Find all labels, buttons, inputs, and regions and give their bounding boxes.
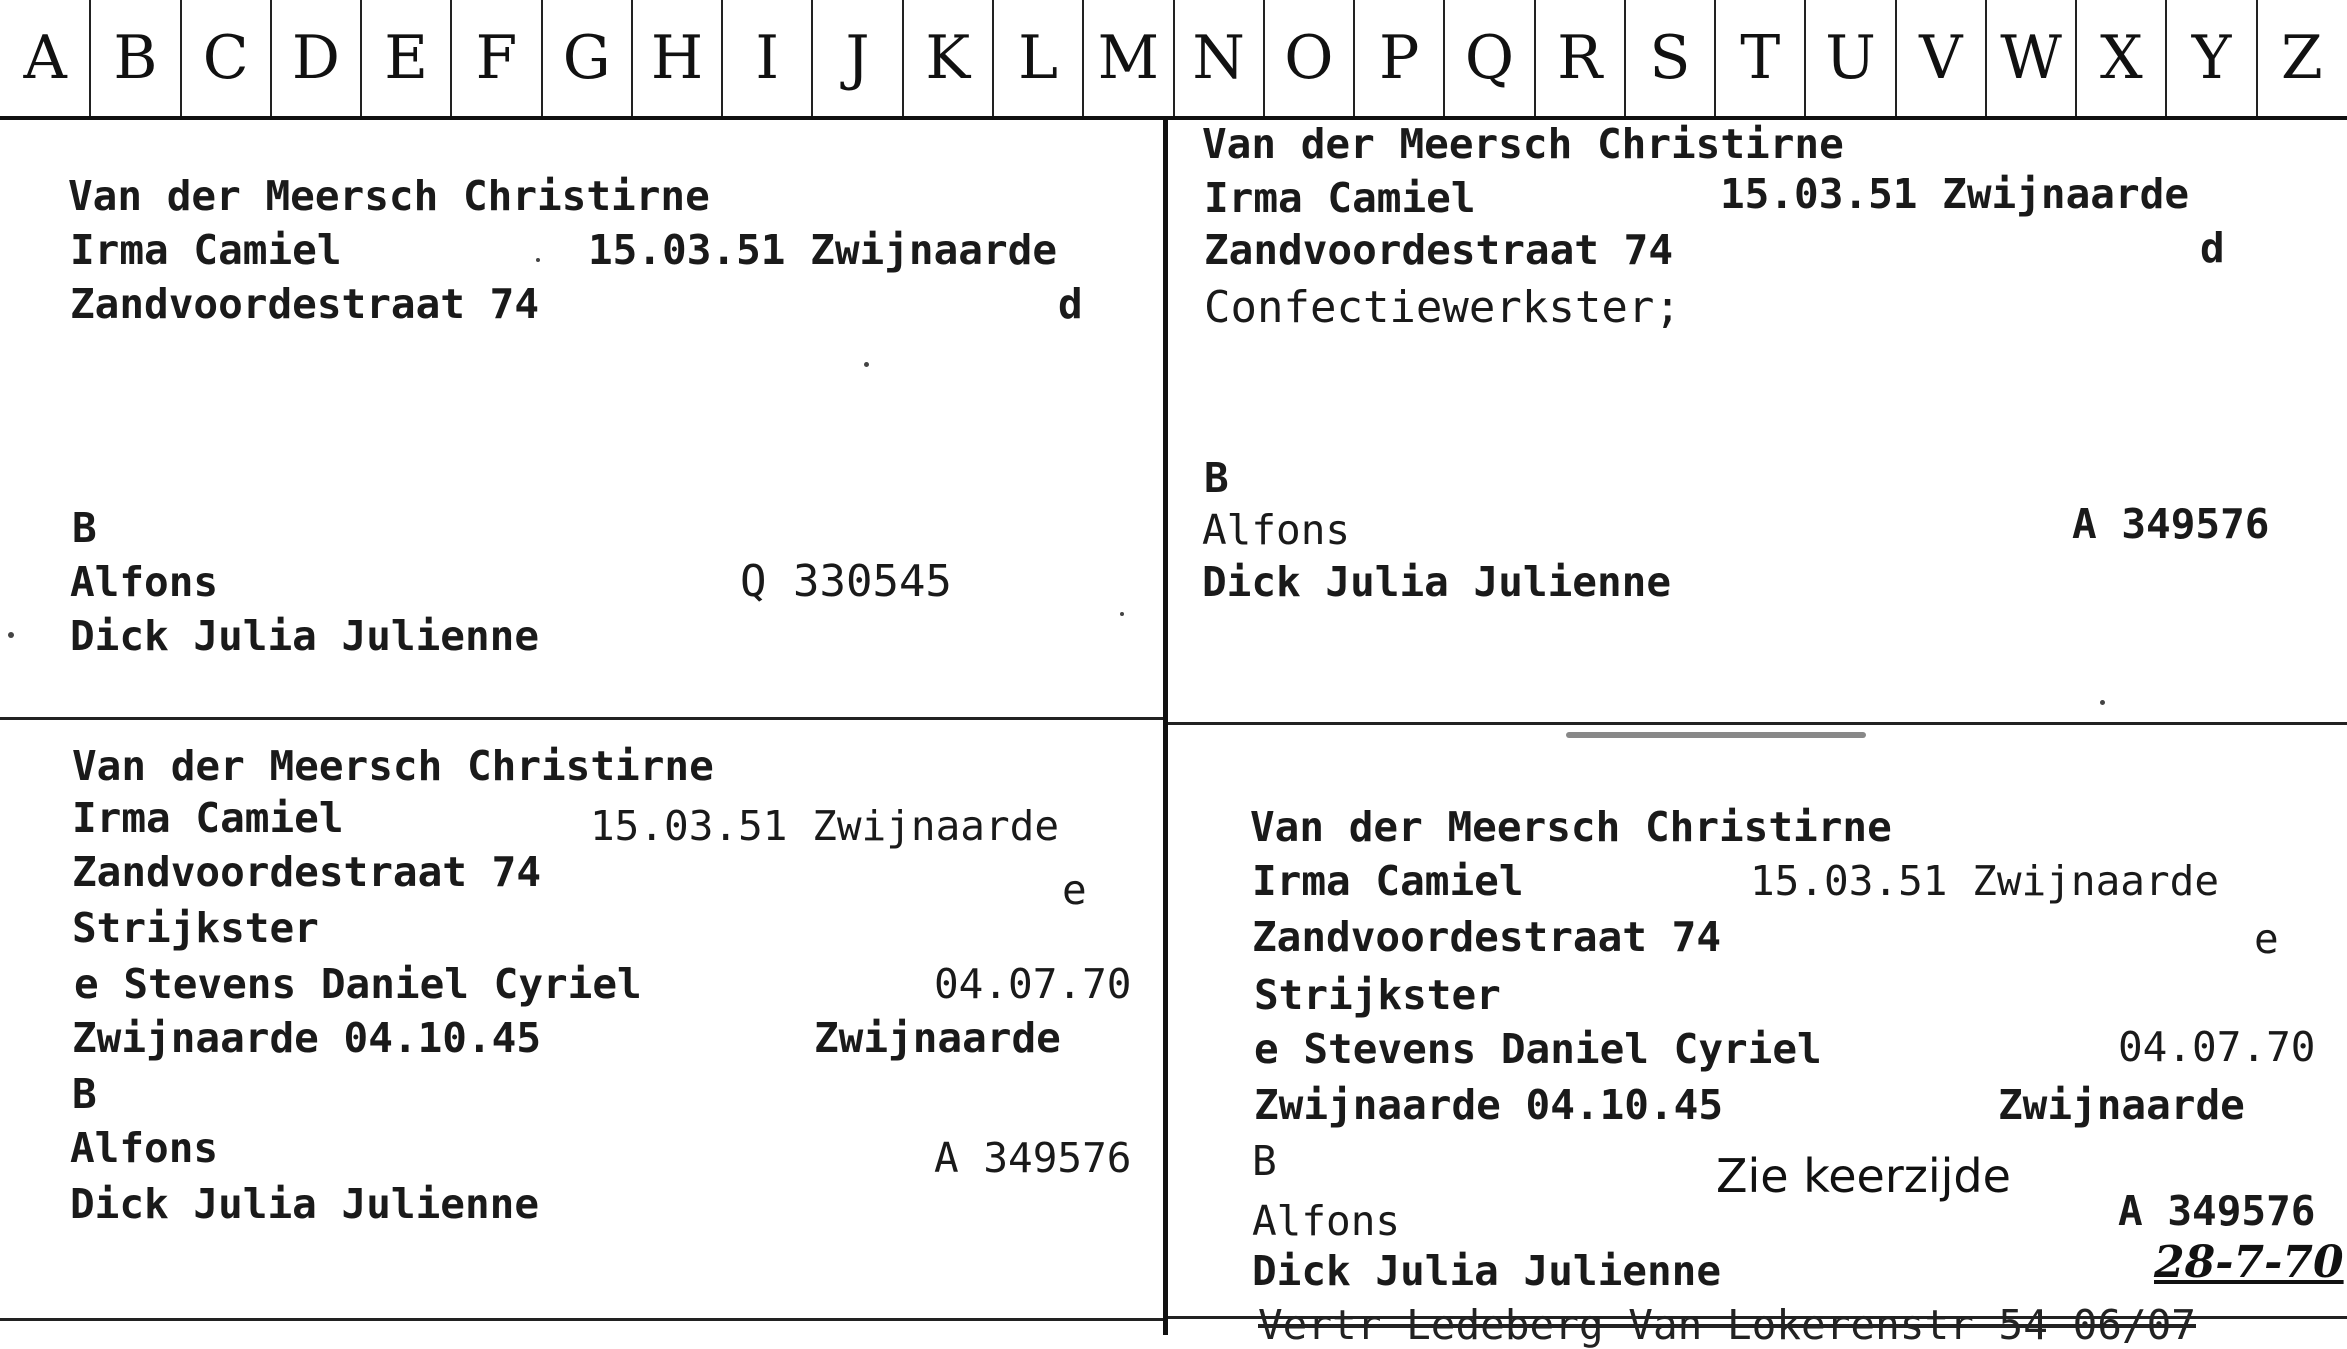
card-spouse-birth: Zwijnaarde 04.10.45: [1254, 1081, 1723, 1129]
index-tab-y: Y: [2191, 23, 2232, 93]
index-tab-separator: [2165, 0, 2167, 116]
index-tab-f: F: [475, 23, 518, 93]
index-tab-separator: [1714, 0, 1716, 116]
index-tab-separator: [270, 0, 272, 116]
card-address: Zandvoordestraat 74: [1252, 913, 1721, 961]
card-birth-date-place: 15.03.51 Zwijnaarde: [588, 226, 1057, 274]
card-birth-date-place: 15.03.51 Zwijnaarde: [1750, 857, 2219, 905]
index-tab-a: A: [23, 23, 67, 93]
index-tab-w: W: [2000, 23, 2062, 93]
card-marriage-place: Zwijnaarde: [1998, 1081, 2245, 1129]
card-spouse-name: e Stevens Daniel Cyriel: [1254, 1025, 1822, 1073]
index-tab-separator: [721, 0, 723, 116]
index-tab-separator: [1173, 0, 1175, 116]
index-tab-separator: [89, 0, 91, 116]
index-tab-separator: [541, 0, 543, 116]
index-tab-n: N: [1192, 23, 1245, 93]
index-tab-separator: [1985, 0, 1987, 116]
index-tab-separator: [1624, 0, 1626, 116]
index-tab-q: Q: [1464, 23, 1515, 93]
index-tab-k: K: [925, 23, 971, 93]
index-tab-z: Z: [2281, 23, 2323, 93]
card-occupation: Strijkster: [1254, 971, 1501, 1019]
index-tab-separator: [1263, 0, 1265, 116]
card-given-names: Irma Camiel: [72, 794, 344, 842]
index-tab-x: X: [2099, 23, 2143, 93]
registry-card-bottom-right: [1168, 725, 2347, 1349]
index-tab-i: I: [755, 23, 780, 93]
card-address: Zandvoordestraat 74: [70, 280, 539, 328]
card-spouse-name: e Stevens Daniel Cyriel: [74, 960, 642, 1008]
card-code-letter: d: [1058, 280, 1083, 328]
card-code-letter: e: [2254, 915, 2279, 963]
card-category-letter: B: [72, 1070, 97, 1118]
index-tab-separator: [1353, 0, 1355, 116]
index-tab-separator: [1443, 0, 1445, 116]
card-occupation: Strijkster: [72, 904, 319, 952]
index-tab-l: L: [1018, 23, 1059, 93]
card-register-number: A 349576: [2118, 1187, 2316, 1235]
scan-speck: [864, 362, 869, 367]
card-marriage-date: 04.07.70: [934, 960, 1132, 1008]
index-tab-separator: [1804, 0, 1806, 116]
card-mother-name: Dick Julia Julienne: [1252, 1247, 1721, 1295]
index-tab-separator: [1534, 0, 1536, 116]
scan-speck: [1566, 732, 1866, 738]
card-name-line: Van der Meersch Christirne: [1250, 803, 1892, 851]
index-tab-separator: [180, 0, 182, 116]
card-register-number: Q 330545: [740, 556, 952, 607]
card-address: Zandvoordestraat 74: [1204, 226, 1673, 274]
index-tab-s: S: [1649, 23, 1691, 93]
index-tab-m: M: [1097, 23, 1160, 93]
index-tab-c: C: [202, 23, 249, 93]
registry-card-bottom-left: [0, 720, 1163, 1318]
registry-card-top-left: [0, 120, 1163, 717]
index-tab-u: U: [1825, 23, 1876, 93]
card-birth-date-place: 15.03.51 Zwijnaarde: [590, 802, 1059, 850]
card-code-letter: e: [1062, 866, 1087, 914]
handwritten-date: 28-7-70: [2154, 1237, 2344, 1288]
index-tab-j: J: [845, 23, 870, 93]
scan-speck: [2100, 700, 2105, 705]
card-father-name: Alfons: [70, 558, 219, 606]
card-name-line: Van der Meersch Christirne: [1202, 120, 1844, 168]
index-tab-separator: [360, 0, 362, 116]
index-tab-separator: [631, 0, 633, 116]
scan-speck: [536, 258, 540, 262]
card-bottom-edge-left: [0, 1318, 1163, 1321]
card-category-letter: B: [72, 504, 97, 552]
card-given-names: Irma Camiel: [1204, 174, 1476, 222]
index-tab-separator: [2075, 0, 2077, 116]
card-mother-name: Dick Julia Julienne: [70, 612, 539, 660]
index-tab-separator: [1082, 0, 1084, 116]
card-category-letter: B: [1204, 454, 1229, 502]
card-marriage-date: 04.07.70: [2118, 1023, 2316, 1071]
card-register-number: A 349576: [934, 1134, 1132, 1182]
index-tab-d: D: [291, 23, 340, 93]
card-father-name: Alfons: [1252, 1197, 1401, 1245]
index-tab-separator: [1895, 0, 1897, 116]
index-tab-v: V: [1919, 23, 1963, 93]
index-tab-separator: [902, 0, 904, 116]
card-code-letter: d: [2200, 224, 2225, 272]
index-tab-h: H: [650, 23, 704, 93]
index-tab-e: E: [384, 23, 429, 93]
card-father-name: Alfons: [1202, 506, 1351, 554]
scan-speck: [1120, 612, 1124, 616]
index-tab-b: B: [113, 23, 158, 93]
cut-off-address-line: Vertr Ledeberg Van Lokerenstr 54 06/07: [1258, 1301, 2196, 1349]
index-tab-separator: [450, 0, 452, 116]
card-name-line: Van der Meersch Christirne: [68, 172, 710, 220]
index-tab-t: T: [1740, 23, 1781, 93]
card-address: Zandvoordestraat 74: [72, 848, 541, 896]
card-name-line: Van der Meersch Christirne: [72, 742, 714, 790]
card-spouse-birth: Zwijnaarde 04.10.45: [72, 1014, 541, 1062]
scan-speck: [8, 632, 14, 638]
card-register-number: A 349576: [2072, 500, 2270, 548]
card-mother-name: Dick Julia Julienne: [1202, 558, 1671, 606]
index-tab-separator: [992, 0, 994, 116]
card-given-names: Irma Camiel: [70, 226, 342, 274]
index-tab-p: P: [1378, 23, 1420, 93]
index-tab-o: O: [1284, 23, 1334, 93]
card-given-names: Irma Camiel: [1252, 857, 1524, 905]
card-mother-name: Dick Julia Julienne: [70, 1180, 539, 1228]
alphabet-index-strip: [0, 0, 2347, 120]
card-birth-date-place: 15.03.51 Zwijnaarde: [1720, 170, 2189, 218]
zie-keerzijde-stamp: Zie keerzijde: [1716, 1149, 2011, 1203]
card-category-letter: B: [1252, 1137, 1277, 1185]
card-marriage-place: Zwijnaarde: [814, 1014, 1061, 1062]
registry-card-top-right: [1168, 120, 2347, 722]
index-tab-r: R: [1557, 23, 1603, 93]
index-tab-g: G: [562, 23, 611, 93]
card-occupation: Confectiewerkster;: [1204, 282, 1681, 333]
index-tab-separator: [2256, 0, 2258, 116]
card-father-name: Alfons: [70, 1124, 219, 1172]
index-tab-separator: [811, 0, 813, 116]
